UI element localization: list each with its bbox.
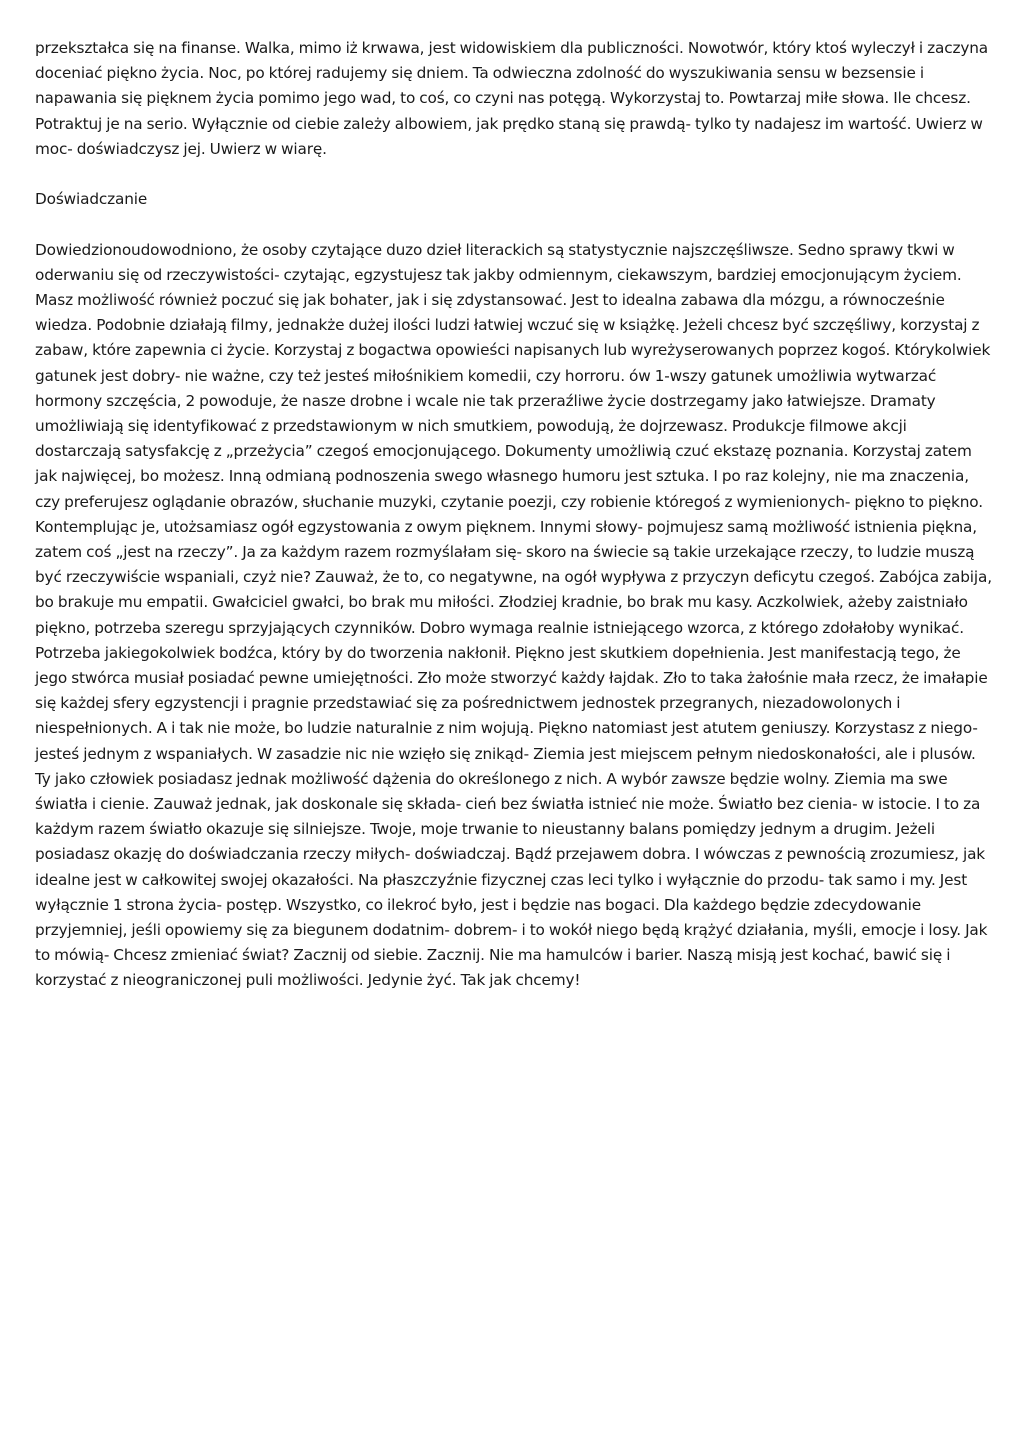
document-page [35,36,993,994]
section-heading: Doświadczanie [35,190,148,209]
paragraph-spacer [35,162,993,187]
body-paragraph: Dowiedzionoudowodniono, że osoby czytające duzo dzieł literackich są statystycznie najszczęśliwsze. Sedno sprawy tkwi w oderwaniu się od rzeczywistości- czytając, egzystujesz tak jakby odmiennym, ciekawszym, bardziej emocjonującym życiem. Masz możliwość również poczuć się jak bohater, jak i się zdystansować. Jest to idealna zabawa dla mózgu, a równocześnie wiedza. Podobnie działają filmy, jednakże dużej ilości ludzi łatwiej wczuć się w książkę. Jeżeli chcesz być szczęśliwy, korzystaj z zabaw, które zapewnia ci życie. Korzystaj z bogactwa opowieści napisanych lub wyreżyserowanych poprzez kogoś. Którykolwiek gatunek jest dobry- nie ważne, czy też jesteś miłośnikiem komedii, czy horroru. ów 1-wszy gatunek umożliwia wytwarzać hormony szczęścia, 2 powoduje, że nasze drobne i wcale nie tak przeraźliwe życie dostrzegamy jako łatwiejsze. Dramaty umożliwiają się identyfikować z przedstawionym w nich smutkiem, powodują, że dojrzewasz. Produkcje filmowe akcji dostarczają satysfakcję z „przeżycia” czegoś emocjonującego. Dokumenty umożliwią czuć ekstazę poznania. Korzystaj zatem jak najwięcej, bo możesz. Inną odmianą podnoszenia swego własnego humoru jest sztuka. I po raz kolejny, nie ma znaczenia, czy preferujesz oglądanie obrazów, słuchanie muzyki, czytanie poezji, czy robienie któregoś z wymienionych- piękno to piękno. Kontemplując je, utożsamiasz ogół egzystowania z owym pięknem. Innymi słowy- pojmujesz samą możliwość istnienia piękna, zatem coś „jest na rzeczy”. Ja za każdym razem rozmyślałam się- skoro na świecie są takie urzekające rzeczy, to ludzie muszą być rzeczywiście wspaniali, czyż nie? Zauważ, że to, co negatywne, na ogół wypływa z przyczyn deficytu czegoś. Zabójca zabija, bo brakuje mu empatii. Gwałciciel gwałci, bo brak mu miłości. Złodziej kradnie, bo brak mu kasy. Aczkolwiek, ażeby zaistniało piękno, potrzeba szeregu sprzyjających czynników. Dobro wymaga realnie istniejącego wzorca, z którego zdołałoby wynikać. Potrzeba jakiegokolwiek bodźca, który by do tworzenia nakłonił. Piękno jest skutkiem dopełnienia. Jest manifestacją tego, że jego stwórca musiał posiadać pewne umiejętności. Zło może stworzyć każdy łajdak. Zło to taka żałośnie mała rzecz, że imałapie się każdej sfery egzystencji i pragnie przedstawiać się za pośrednictwem jednostek przegranych, niezadowolonych i niespełnionych. A i tak nie może, bo ludzie naturalnie z nim wojują. Piękno natomiast jest atutem geniuszy. Korzystasz z niego- jesteś jednym z wspaniałych. W zasadzie nic nie wzięło się znikąd- Ziemia jest miejscem pełnym niedoskonałości, ale i plusów. Ty jako człowiek posiadasz jednak możliwość dążenia do określonego z nich. A wybór zawsze będzie wolny. Ziemia ma swe światła i cienie. Zauważ jednak, jak doskonale się składa- cień bez światła istnieć nie może. Światło bez cienia- w istocie. I to za każdym razem światło okazuje się silniejsze. Twoje, moje trwanie to nieustanny balans pomiędzy jednym a drugim. Jeżeli posiadasz okazję do doświadczania rzeczy miłych- doświadczaj. Bądź przejawem dobra. I wówczas z pewnością zrozumiesz, jak idealne jest w całkowitej swojej okazałości. Na płaszczyźnie fizycznej czas leci tylko i wyłącznie do przodu- tak samo i my. Jest wyłącznie 1 strona życia- postęp. Wszystko, co ilekroć było, jest i będzie nas bogaci. Dla każdego będzie zdecydowanie przyjemniej, jeśli opowiemy się za biegunem dodatnim- dobrem- i to wokół niego będą krążyć działania, myśli, emocje i losy. Jak to mówią- Chcesz zmieniać świat? Zacznij od siebie. Zacznij. Nie ma hamulców i barier. Naszą misją jest kochać, bawić się i korzystać z nieograniczonej puli możliwości. Jedynie żyć. Tak jak chcemy! [35,240,992,990]
intro-paragraph: przekształca się na finanse. Walka, mimo iż krwawa, jest widowiskiem dla publiczności. Nowotwór, który ktoś wyleczył i zaczyna doceniać piękno życia. Noc, po której radujemy się dniem. Ta odwieczna zdolność do wyszukiwania sensu w bezsensie i napawania się pięknem życia pomimo jego wad, to coś, co czyni nas potęgą. Wykorzystaj to. Powtarzaj miłe słowa. Ile chcesz. Potraktuj je na serio. Wyłącznie od ciebie zależy albowiem, jak prędko staną się prawdą- tylko ty nadajesz im wartość. Uwierz w moc- doświadczysz jej. Uwierz w wiarę. [35,39,989,158]
paragraph-spacer [35,212,993,237]
